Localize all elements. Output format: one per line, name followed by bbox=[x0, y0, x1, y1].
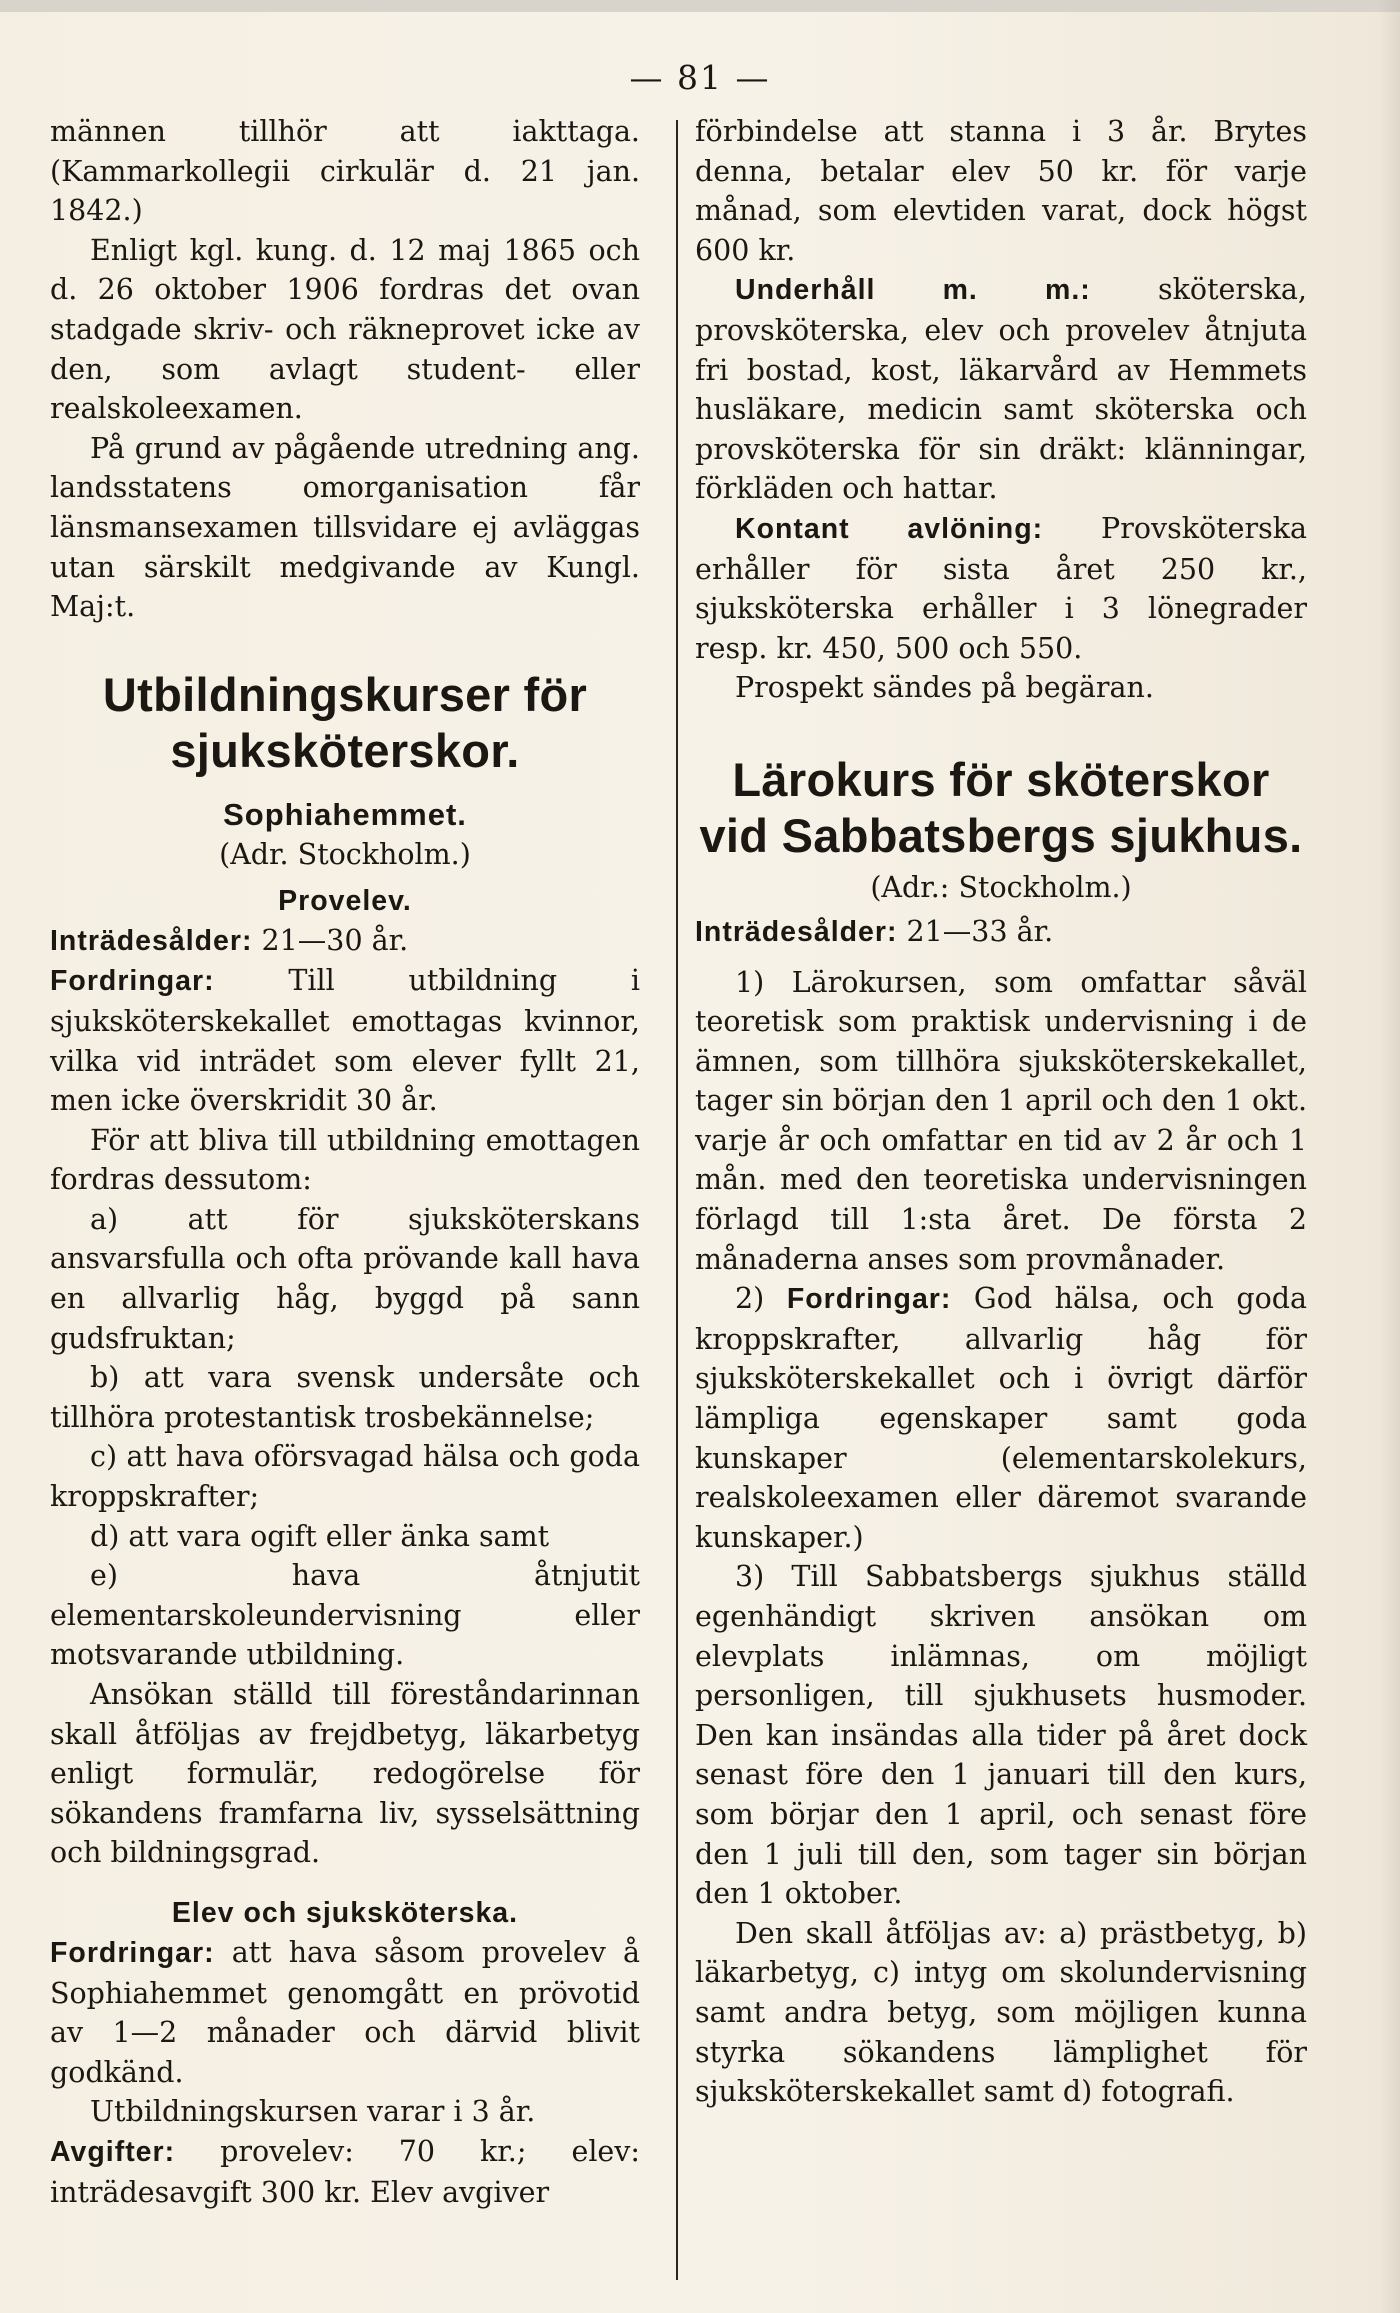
item-2-label: Fordringar: bbox=[786, 1283, 952, 1316]
page-number: — 81 — bbox=[629, 58, 771, 97]
condition-d: d) att vara ogift eller änka samt bbox=[90, 1519, 550, 1553]
condition-a: a) att för sjuksköterskans ansvarsfulla och ofta prövande kall hava en allvarlig håg, byggd på sann gudsfruktan; bbox=[50, 1202, 640, 1355]
section-heading-sabbatsberg: Lärokurs för sköterskor vid Sabbatsbergs sjukhus. bbox=[699, 752, 1303, 862]
left-column bbox=[50, 112, 640, 2212]
salary-text: Provsköterska erhåller för sista året 250 kr., sjuksköterska erhåller i 3 lönegrader resp. kr. 450, 500 och 550. bbox=[695, 511, 1307, 665]
course-duration: Utbildningskursen varar i 3 år. bbox=[90, 2095, 536, 2129]
intro-paragraph-3: På grund av pågående utredning ang. landsstatens omorganisation får länsmansexamen tillsvidare ej avläggas utan särskilt medgivande av Kungl. Maj:t. bbox=[50, 431, 640, 624]
attachments-paragraph: Den skall åtföljas av: a) prästbetyg, b) läkarbetyg, c) intyg om skolundervisning samt andra betyg, som möjligen kunna styrka sökandens lämplighet för sjuksköterskekallet samt d) fotografi. bbox=[695, 1916, 1307, 2109]
sabbatsberg-age-label: Inträdesålder: bbox=[695, 915, 898, 948]
item-2-text: God hälsa, och goda kroppskrafter, allvarlig håg för sjuksköterskekallet och i övrigt därför lämpliga egenskaper samt goda kunskaper (elementarskolekurs, realskoleexamen eller däremot svarande kunskaper.) bbox=[695, 1282, 1307, 1554]
condition-c: c) att hava oförsvagad hälsa och goda kroppskrafter; bbox=[50, 1440, 640, 1514]
item-1: 1) Lärokursen, som omfattar såväl teoretisk som praktisk undervisning i de ämnen, som tillhöra sjuksköterskekallet, tager sin början den 1 april och den 1 okt. varje år och omfattar en tid av 2 år och 1 mån. med den teoretiska undervisningen förlagd till 1:sta året. De första 2 månaderna anses som provmånader. bbox=[695, 965, 1307, 1276]
item-2 bbox=[695, 1279, 1307, 1557]
institution-title: Sophiahemmet. bbox=[223, 796, 467, 832]
fees-label: Avgifter: bbox=[50, 2135, 176, 2168]
section-heading-nursing-courses: Utbildningskurser för sjuksköterskor. bbox=[102, 667, 588, 777]
subheading-provelev: Provelev. bbox=[278, 884, 412, 917]
elev-requirements-text: att hava såsom provelev å Sophiahemmet genomgått en prövotid av 1—2 månader och därvid blivit godkänd. bbox=[50, 1935, 640, 2089]
intro-paragraph-2: Enligt kgl. kung. d. 12 maj 1865 och d. 26 oktober 1906 fordras det ovan stadgade skriv- och räkneprovet icke av den, som avlagt student- eller realskoleexamen. bbox=[50, 233, 640, 426]
sabbatsberg-entry-age bbox=[695, 908, 1307, 953]
intro-paragraph-1: männen tillhör att iakttaga. (Kammarkollegii cirkulär d. 21 jan. 1842.) bbox=[50, 115, 640, 228]
requirements-paragraph bbox=[50, 961, 640, 1120]
prospect-line: Prospekt sändes på begäran. bbox=[735, 671, 1154, 705]
maintenance-label: Underhåll m. m.: bbox=[735, 274, 1091, 307]
item-3: 3) Till Sabbatsbergs sjukhus ställd egenhändigt skriven ansökan om elevplats inlämnas, om möjligt personligen, till sjukhusets husmoder. Den kan insändas alla tider på året dock senast före den 1 januari till den kurs, som börjar den 1 april, och senast före den 1 juli till den, som tager sin början den 1 oktober. bbox=[695, 1560, 1307, 1911]
institution-address: (Adr. Stockholm.) bbox=[219, 837, 471, 871]
entry-age bbox=[50, 921, 640, 962]
maintenance-paragraph bbox=[695, 270, 1307, 509]
subheading-elev: Elev och sjuksköterska. bbox=[171, 1896, 519, 1929]
column-divider bbox=[676, 120, 678, 2280]
fees-text: provelev: 70 kr.; elev: inträdesavgift 300 kr. Elev avgiver bbox=[50, 2134, 640, 2209]
page-right-shadow bbox=[1378, 0, 1400, 2313]
condition-b: b) att vara svensk undersåte och tillhöra protestantisk trosbekännelse; bbox=[50, 1361, 640, 1434]
salary-label: Kontant avlöning: bbox=[735, 512, 1044, 545]
fees-paragraph bbox=[50, 2132, 640, 2212]
sabbatsberg-address: (Adr.: Stockholm.) bbox=[870, 870, 1132, 904]
continued-paragraph: förbindelse att stanna i 3 år. Brytes denna, betalar elev 50 kr. för varje månad, som elevtiden varat, dock högst 600 kr. bbox=[695, 115, 1307, 267]
requirements-text: Till utbildning i sjuksköterskekallet emottagas kvinnor, vilka vid inträdet som elever fyllt 21, men icke överskridit 30 år. bbox=[50, 964, 640, 1118]
salary-paragraph bbox=[695, 509, 1307, 668]
maintenance-text: sköterska, provsköterska, elev och provelev åtnjuta fri bostad, kost, läkarvård av Hemmets husläkare, medicin samt sköterska och provsköterska för sin dräkt: klänningar, förkläden och hattar. bbox=[695, 273, 1307, 506]
elev-requirements-label: Fordringar: bbox=[50, 1936, 215, 1969]
sabbatsberg-age-value: 21—33 år. bbox=[897, 914, 1054, 948]
application-paragraph: Ansökan ställd till föreståndarinnan skall åtföljas av frejdbetyg, läkarbetyg enligt formulär, redogörelse för sökandens framfarna liv, sysselsättning och bildningsgrad. bbox=[50, 1678, 640, 1870]
entry-age-label: Inträdesålder: bbox=[50, 924, 253, 957]
body-paragraph: För att bliva till utbildning emottagen fordras dessutom: bbox=[50, 1123, 640, 1197]
elev-requirements-paragraph bbox=[50, 1933, 640, 2092]
right-column bbox=[695, 112, 1307, 2112]
item-2-prefix: 2) bbox=[735, 1282, 787, 1316]
condition-e: e) hava åtnjutit elementarskoleundervisning eller motsvarande utbildning. bbox=[50, 1559, 640, 1672]
page-top-edge bbox=[0, 0, 1400, 12]
entry-age-value: 21—30 år. bbox=[252, 923, 409, 957]
requirements-label: Fordringar: bbox=[50, 965, 215, 998]
